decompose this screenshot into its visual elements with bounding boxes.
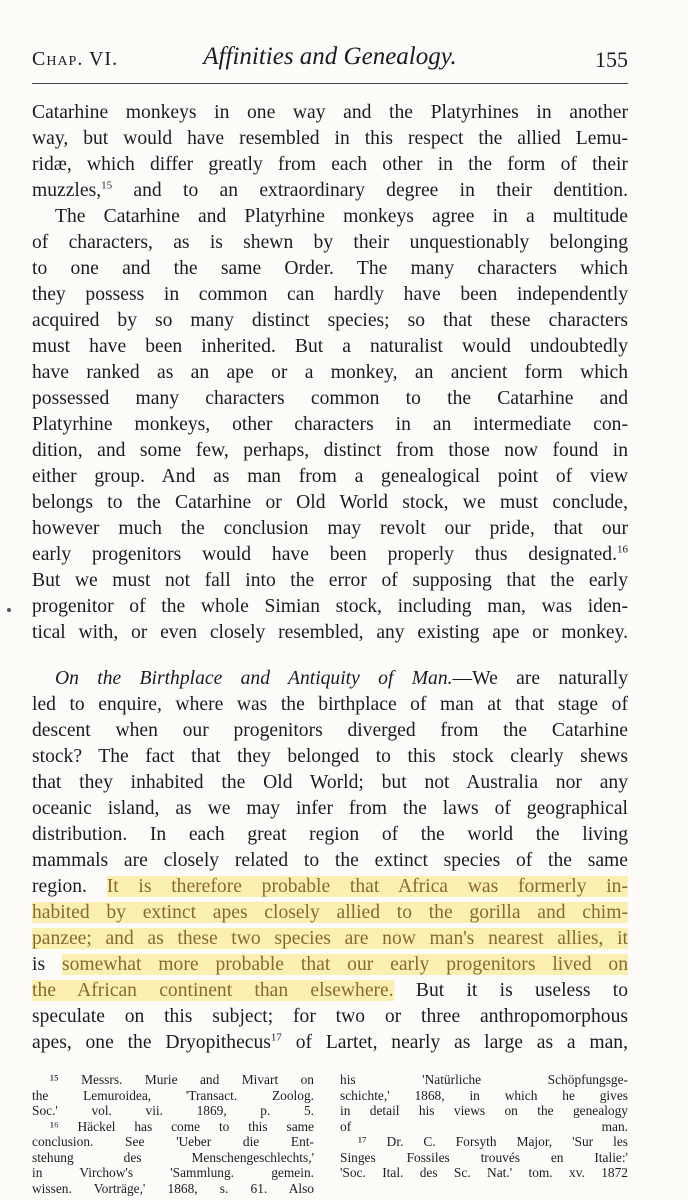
text-line: is somewhat more probable that our early progenitors lived on — [32, 954, 629, 975]
text-line: oceanic island, as we may infer from the laws of geographical — [32, 798, 628, 819]
text-line — [32, 926, 628, 953]
text-line: speculate on this subject; for two or three anthropomorphous — [32, 1006, 628, 1027]
footnote-line: Singes Fossiles trouvés en Italie:' — [340, 1149, 628, 1165]
text-line — [32, 900, 628, 927]
footnote-line: ¹⁵ Messrs. Murie and Mivart on — [50, 1072, 314, 1087]
footnote-line: Soc.' vol. vii. 1869, p. 5. — [32, 1103, 314, 1118]
footnote-line: wissen. Vorträge,' 1868, s. 61. Also — [32, 1180, 314, 1196]
footnote-line: stehung des Menschengeschlechts,' — [32, 1149, 314, 1165]
margin-dot — [7, 608, 11, 612]
text-line: The Catarhine and Platyrhine monkeys agree in a multitude — [55, 206, 628, 227]
header-rule — [32, 83, 628, 84]
text-line: Platyrhine monkeys, other characters in an intermediate con- — [32, 414, 628, 435]
text-line: tical with, or even closely resembled, any existing ape or monkey. — [32, 622, 628, 643]
text-line: the African continent than elsewhere. But it is useless to — [32, 980, 628, 1001]
text-line: however much the conclusion may revolt our pride, that our — [32, 518, 628, 539]
text-line: mammals are closely related to the extinct species of the same — [32, 850, 628, 871]
highlighted-text: habited by extinct apes closely allied to the gorilla and chim- — [32, 902, 628, 923]
footnote-line: ¹⁶ Häckel has come to this same — [50, 1118, 314, 1134]
footnote-line: ¹⁷ Dr. C. Forsyth Major, 'Sur les — [358, 1134, 628, 1149]
highlighted-text: somewhat more probable that our early progenitors lived on — [61, 954, 629, 975]
highlighted-text: the African continent than elsewhere. — [32, 980, 394, 1001]
running-header — [32, 40, 628, 80]
text-line: ridæ, which differ greatly from each other in the form of their — [32, 154, 628, 175]
text-line: belongs to the Catarhine or Old World stock, we must conclude, — [32, 492, 628, 513]
text-line: they possess in common can hardly have been independently — [32, 284, 628, 305]
text-line: must have been inherited. But a naturalist would undoubtedly — [32, 336, 628, 357]
footnote-ref: 15 — [101, 179, 113, 192]
footnote-ref: 17 — [270, 1031, 282, 1044]
text-line: of characters, as is shewn by their unquestionably belonging — [32, 232, 628, 253]
footnote-line: conclusion. See 'Ueber die Ent- — [32, 1134, 314, 1149]
highlighted-text: panzee; and as these two species are now man's nearest allies, it — [32, 928, 628, 949]
text-line: acquired by so many distinct species; so that these characters — [32, 310, 628, 331]
page-number: 155 — [595, 47, 628, 72]
text-line: apes, one the Dryopithecus$^{17}$ of Lartet, nearly as large as a man, — [32, 1031, 629, 1053]
text-line: muzzles,$^{15}$ and to an extraordinary degree in their dentition. — [32, 179, 628, 201]
text-line: descent when our progenitors diverged from the Catarhine — [32, 720, 628, 741]
footnote-line: of man. — [340, 1118, 628, 1134]
text-line: that they inhabited the Old World; but not Australia nor any — [32, 772, 628, 793]
text-line: On the Birthplace and Antiquity of Man.—We are naturally — [55, 668, 628, 689]
footnote-line: in Virchow's 'Sammlung. gemein. — [32, 1165, 314, 1180]
text-line: have ranked as an ape or a monkey, an ancient form which — [32, 362, 628, 383]
running-title: Affinities and Genealogy. — [203, 43, 457, 70]
text-line: Catarhine monkeys in one way and the Platyrhines in another — [32, 102, 628, 123]
text-line: region. It is therefore probable that Africa was formerly in- — [32, 876, 628, 897]
text-line: dition, and some few, perhaps, distinct from those now found in — [32, 440, 628, 461]
text-line: stock? The fact that they belonged to this stock clearly shews — [32, 746, 628, 767]
footnote-line: his 'Natürliche Schöpfungsge- — [340, 1072, 628, 1087]
footnote-line: 'Soc. Ital. des Sc. Nat.' tom. xv. 1872 — [340, 1165, 628, 1180]
footnote-line: the Lemuroidea, 'Transact. Zoolog. — [32, 1087, 314, 1103]
text-line: either group. And as man from a genealogical point of view — [32, 466, 628, 487]
footnote-ref: 16 — [617, 543, 628, 556]
footnote-line: schichte,' 1868, in which he gives — [340, 1087, 628, 1103]
text-line: way, but would have resembled in this respect the allied Lemu- — [32, 128, 628, 149]
text-line: progenitor of the whole Simian stock, including man, was iden- — [32, 596, 628, 617]
chapter-label: Chap. VI. — [32, 48, 119, 70]
text-line: to one and the same Order. The many characters which — [32, 258, 628, 279]
text-line: possessed many characters common to the Catarhine and — [32, 388, 628, 409]
text-line: led to enquire, where was the birthplace of man at that stage of — [32, 694, 628, 715]
section-heading: On the Birthplace and Antiquity of Man. — [55, 668, 453, 689]
text-line: distribution. In each great region of the world the living — [32, 824, 628, 845]
text-line: But we must not fall into the error of supposing that the early — [32, 570, 628, 591]
highlighted-text: It is therefore probable that Africa was formerly in- — [106, 876, 628, 897]
footnote-line: in detail his views on the genealogy — [340, 1103, 628, 1118]
text-line: early progenitors would have been properly thus designated.$^{16}$ — [32, 543, 628, 565]
